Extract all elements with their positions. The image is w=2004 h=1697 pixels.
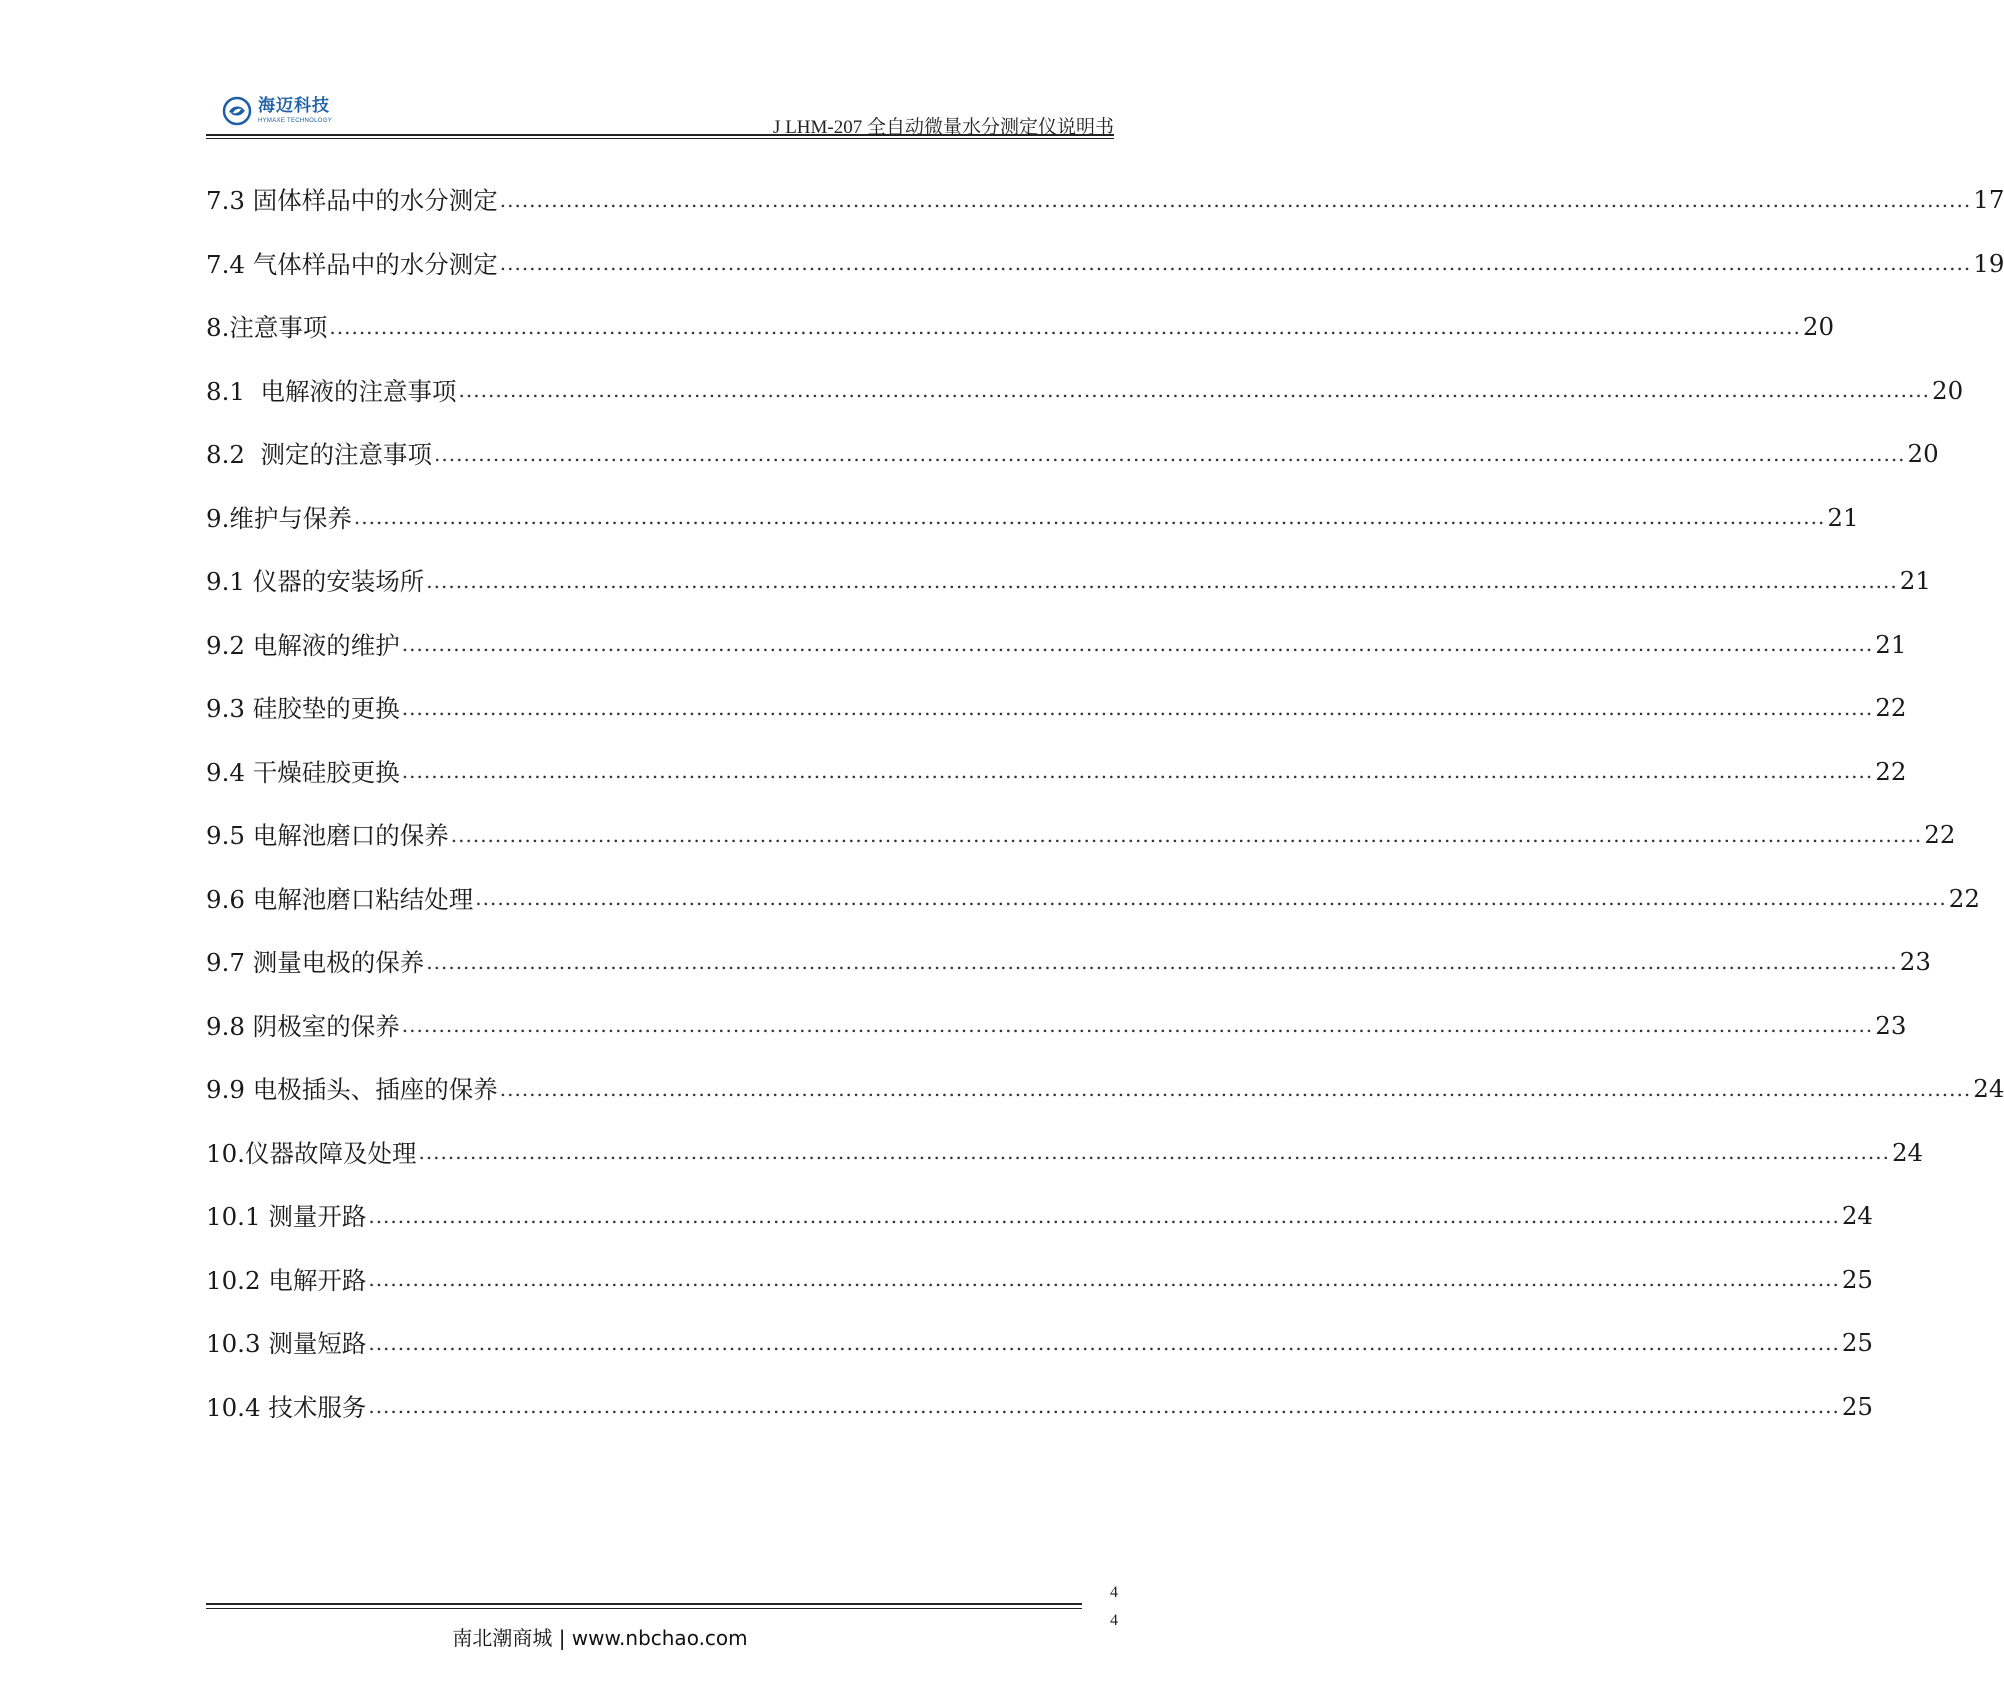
toc-entry-label: 9.9 电极插头、插座的保养: [206, 1075, 498, 1105]
toc-leader-dots: ........................................................................................................................................................................................................: [329, 314, 1801, 339]
toc-entry-page: 24: [1891, 1137, 1924, 1167]
toc-entry[interactable]: [206, 994, 1907, 1058]
toc-leader-dots: ........................................................................................................................................................................................................: [353, 505, 1826, 530]
toc-entry-label: 8.2 测定的注意事项: [206, 440, 433, 470]
footer-divider: [206, 1603, 1082, 1605]
toc-entry[interactable]: [206, 676, 1907, 740]
toc-entry-label: 9.1 仪器的安装场所: [206, 567, 425, 597]
toc-entry-label: 10.4 技术服务: [206, 1392, 367, 1422]
toc-entry-label: 9.8 阴极室的保养: [206, 1011, 400, 1041]
page-number: 4: [1110, 1612, 1118, 1629]
toc-entry-page: 20: [1932, 375, 1964, 405]
toc-leader-dots: ........................................................................................................................................................................................................: [434, 441, 1906, 466]
toc-entry-label: 10.仪器故障及处理: [206, 1138, 417, 1168]
toc-entry-page: 21: [1875, 629, 1907, 659]
header-divider-thin: [206, 138, 1114, 139]
toc-entry-label: 9.维护与保养: [206, 503, 352, 533]
toc-entry-label: 9.6 电解池磨口粘结处理: [206, 884, 474, 914]
toc-leader-dots: ........................................................................................................................................................................................................: [499, 1076, 1972, 1101]
toc-leader-dots: ........................................................................................................................................................................................................: [450, 822, 1923, 847]
toc-leader-dots: ........................................................................................................................................................................................................: [426, 949, 1898, 974]
toc-entry-label: 8.1 电解液的注意事项: [206, 376, 457, 406]
toc-entry-label: 9.5 电解池磨口的保养: [206, 821, 449, 851]
toc-entry-page: 22: [1875, 756, 1907, 786]
toc-entry-label: 7.4 气体样品中的水分测定: [206, 249, 498, 279]
toc-entry-page: 22: [1875, 693, 1907, 723]
page-number: 4: [1110, 1584, 1118, 1601]
company-logo: [222, 94, 332, 128]
toc-entry[interactable]: [206, 168, 2004, 232]
toc-entry-label: 10.2 电解开路: [206, 1265, 367, 1295]
page-header: [206, 92, 1114, 140]
toc-entry[interactable]: [206, 1057, 2004, 1121]
toc-entry-page: 22: [1948, 883, 1980, 913]
toc-entry-label: 9.4 干燥硅胶更换: [206, 757, 400, 787]
toc-entry-page: 19: [1973, 248, 2004, 278]
toc-leader-dots: ........................................................................................................................................................................................................: [401, 632, 1874, 657]
footer-site-text[interactable]: 南北潮商城 | www.nbchao.com: [452, 1626, 748, 1650]
toc-entry-label: 7.3 固体样品中的水分测定: [206, 186, 498, 216]
toc-entry-label: 9.2 电解液的维护: [206, 630, 400, 660]
table-of-contents: [206, 168, 2004, 1438]
footer-divider-thin: [206, 1608, 1082, 1609]
toc-entry[interactable]: [206, 613, 1907, 677]
toc-entry-page: 25: [1841, 1328, 1874, 1358]
toc-entry-label: 10.3 测量短路: [206, 1329, 367, 1359]
header-divider: [206, 134, 1114, 136]
toc-entry-page: 21: [1899, 566, 1931, 596]
toc-entry[interactable]: [206, 867, 1980, 931]
toc-entry[interactable]: [206, 359, 1964, 423]
toc-entry[interactable]: [206, 549, 1931, 613]
toc-entry[interactable]: [206, 232, 2004, 296]
toc-leader-dots: ........................................................................................................................................................................................................: [499, 251, 1972, 276]
toc-entry-page: 25: [1841, 1391, 1874, 1421]
toc-entry-page: 21: [1827, 502, 1859, 532]
toc-entry[interactable]: [206, 486, 1859, 550]
toc-leader-dots: ........................................................................................................................................................................................................: [368, 1330, 1840, 1355]
logo-chinese-name: 海迈科技: [258, 96, 330, 116]
toc-entry-page: 24: [1841, 1201, 1874, 1231]
toc-entry-page: 20: [1802, 312, 1835, 342]
toc-entry[interactable]: [206, 1248, 1874, 1312]
toc-entry-label: 8.注意事项: [206, 313, 328, 343]
toc-entry[interactable]: [206, 1184, 1874, 1248]
toc-entry[interactable]: [206, 1311, 1874, 1375]
toc-leader-dots: ........................................................................................................................................................................................................: [401, 1013, 1874, 1038]
toc-entry-page: 23: [1875, 1010, 1907, 1040]
toc-entry[interactable]: [206, 1375, 1874, 1439]
toc-entry[interactable]: [206, 740, 1907, 804]
toc-leader-dots: ........................................................................................................................................................................................................: [418, 1140, 1890, 1165]
toc-entry[interactable]: [206, 1121, 1924, 1185]
toc-entry-page: 17: [1973, 185, 2004, 215]
logo-swirl-icon: [222, 96, 252, 126]
toc-leader-dots: ........................................................................................................................................................................................................: [475, 886, 1947, 911]
toc-leader-dots: ........................................................................................................................................................................................................: [458, 378, 1931, 403]
logo-english-name: HYMAXE TECHNOLOGY: [258, 118, 333, 124]
toc-entry-label: 9.3 硅胶垫的更换: [206, 694, 400, 724]
toc-leader-dots: ........................................................................................................................................................................................................: [401, 695, 1874, 720]
toc-entry-label: 9.7 测量电极的保养: [206, 948, 425, 978]
toc-leader-dots: ........................................................................................................................................................................................................: [368, 1203, 1840, 1228]
toc-entry[interactable]: [206, 930, 1931, 994]
toc-entry-page: 25: [1841, 1264, 1874, 1294]
toc-leader-dots: ........................................................................................................................................................................................................: [426, 568, 1898, 593]
toc-leader-dots: ........................................................................................................................................................................................................: [499, 187, 1972, 212]
toc-entry-page: 23: [1899, 947, 1931, 977]
toc-entry-page: 22: [1924, 820, 1956, 850]
toc-leader-dots: ........................................................................................................................................................................................................: [368, 1394, 1840, 1419]
toc-entry-page: 20: [1907, 439, 1939, 469]
toc-entry[interactable]: [206, 422, 1939, 486]
toc-entry[interactable]: [206, 295, 1835, 359]
toc-leader-dots: ........................................................................................................................................................................................................: [401, 759, 1874, 784]
toc-entry-page: 24: [1973, 1074, 2004, 1104]
toc-entry[interactable]: [206, 803, 1956, 867]
toc-entry-label: 10.1 测量开路: [206, 1202, 367, 1232]
document-title: J LHM-207 全自动微量水分测定仪说明书: [773, 117, 1114, 138]
toc-leader-dots: ........................................................................................................................................................................................................: [368, 1267, 1840, 1292]
